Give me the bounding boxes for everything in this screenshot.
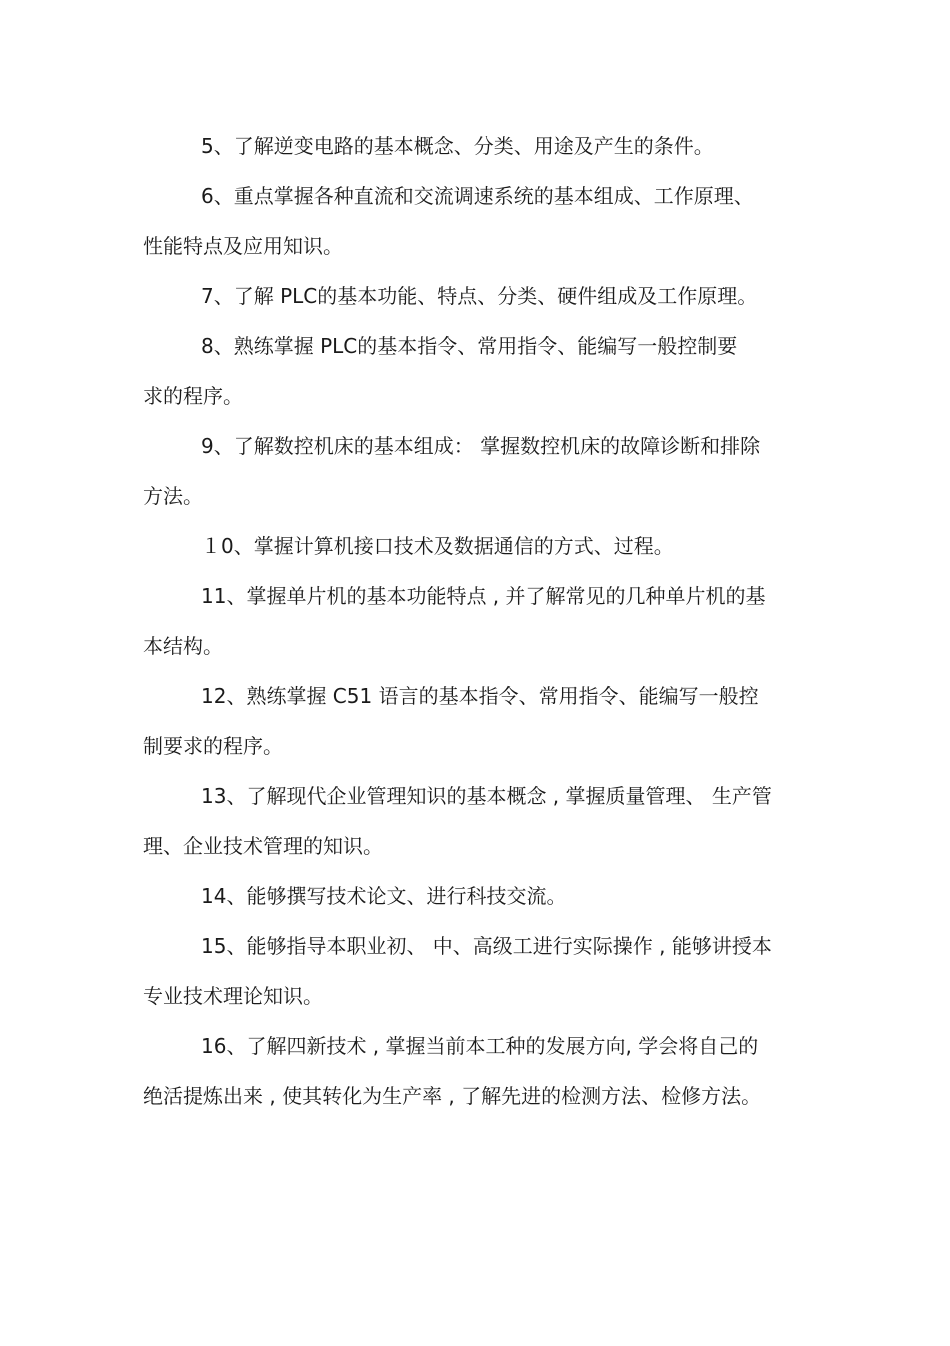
list-item-14 [143, 871, 815, 921]
item-8-line-2: 求的程序。 [143, 384, 243, 408]
list-item-8 [143, 321, 815, 421]
document-body [143, 121, 815, 1121]
list-item-13 [143, 771, 815, 871]
list-item-12 [143, 671, 815, 771]
list-item-9 [143, 421, 815, 521]
item-15-line-2: 专业技术理论知识。 [143, 984, 323, 1008]
list-item-11 [143, 571, 815, 671]
item-12-line-2: 制要求的程序。 [143, 734, 283, 758]
item-13-line-1: 13、了解现代企业管理知识的基本概念 , 掌握质量管理、 生产管 [201, 784, 772, 808]
item-10-line-1: １0、掌握计算机接口技术及数据通信的方式、过程。 [201, 534, 674, 558]
item-6-line-1: 6、重点掌握各种直流和交流调速系统的基本组成、工作原理、 [201, 184, 754, 208]
list-item-6 [143, 171, 815, 271]
list-item-10 [143, 521, 815, 571]
item-9-line-1: 9、了解数控机床的基本组成： 掌握数控机床的故障诊断和排除 [201, 434, 761, 458]
item-7-line-1: 7、了解 PLC的基本功能、特点、分类、硬件组成及工作原理。 [201, 284, 758, 308]
list-item-7 [143, 271, 815, 321]
item-9-line-2: 方法。 [143, 484, 203, 508]
item-6-line-2: 性能特点及应用知识。 [143, 234, 343, 258]
list-item-16 [143, 1021, 815, 1121]
list-item-15 [143, 921, 815, 1021]
list-item-5 [143, 121, 815, 171]
item-14-line-1: 14、能够撰写技术论文、进行科技交流。 [201, 884, 567, 908]
item-13-line-2: 理、企业技术管理的知识。 [143, 834, 383, 858]
item-16-line-2: 绝活提炼出来 , 使其转化为生产率 , 了解先进的检测方法、检修方法。 [143, 1084, 762, 1108]
item-11-line-2: 本结构。 [143, 634, 223, 658]
item-12-line-1: 12、熟练掌握 C51 语言的基本指令、常用指令、能编写一般控 [201, 684, 759, 708]
item-16-line-1: 16、了解四新技术 , 掌握当前本工种的发展方向, 学会将自己的 [201, 1034, 759, 1058]
item-15-line-1: 15、能够指导本职业初、 中、高级工进行实际操作 , 能够讲授本 [201, 934, 772, 958]
item-8-line-1: 8、熟练掌握 PLC的基本指令、常用指令、能编写一般控制要 [201, 334, 738, 358]
item-11-line-1: 11、掌握单片机的基本功能特点 , 并了解常见的几种单片机的基 [201, 584, 766, 608]
item-5-line-1: 5、了解逆变电路的基本概念、分类、用途及产生的条件。 [201, 134, 714, 158]
